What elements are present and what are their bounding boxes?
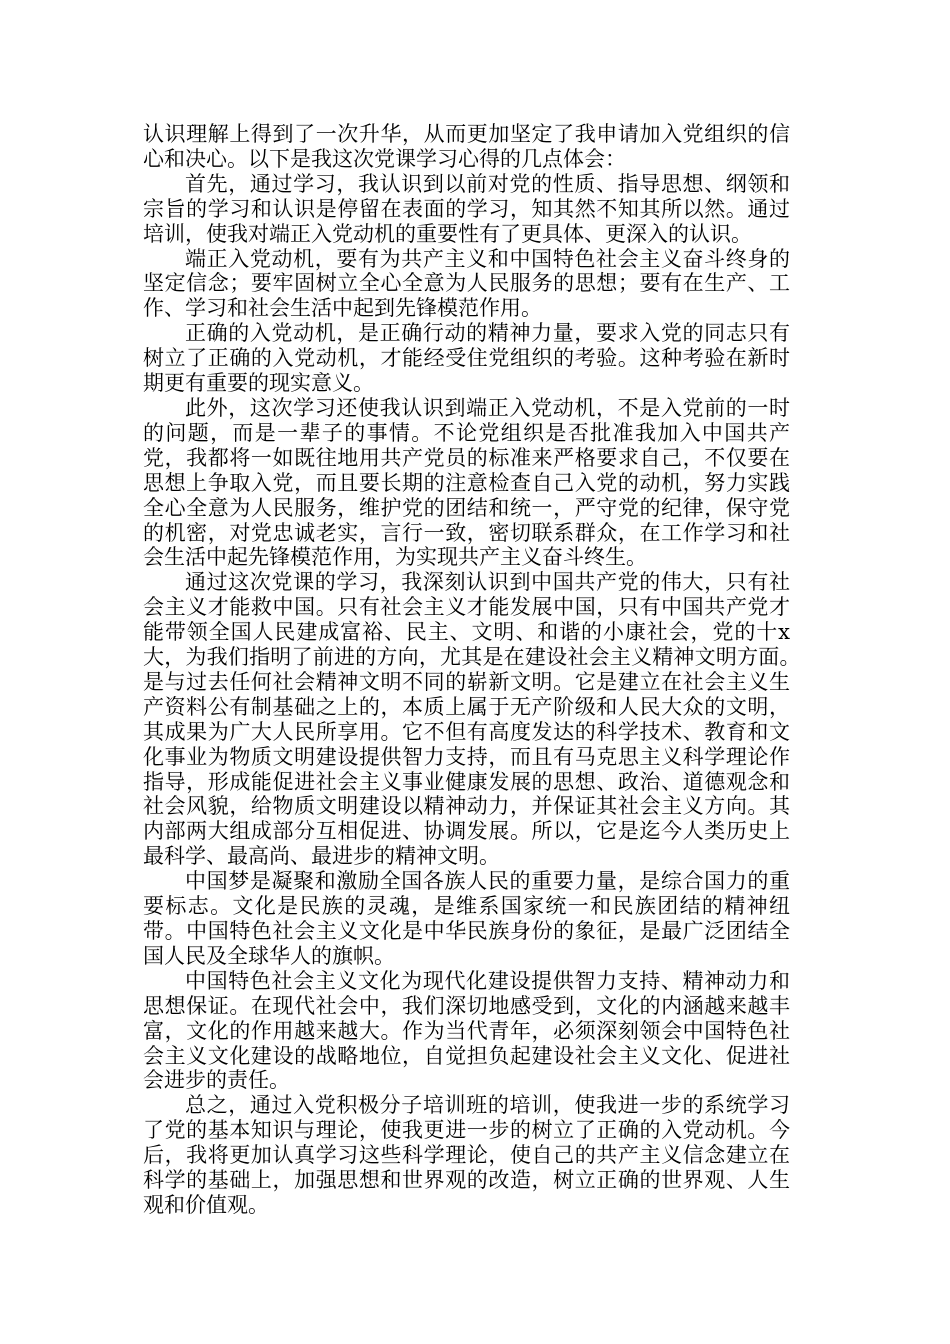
paragraph-chinese-dream: 中国梦是凝聚和激励全国各族人民的重要力量，是综合国力的重要标志。文化是民族的灵魂，是维系国家统一和民族团结的精神纽带。中国特色社会主义文化是中华民族身份的象征，是最广泛团结全国人民及全球华人的旗帜。 [143, 869, 790, 968]
paragraph-conclusion: 总之，通过入党积极分子培训班的培训，使我进一步的系统学习了党的基本知识与理论，使我更进一步的树立了正确的入党动机。今后，我将更加认真学习这些科学理论，使自己的共产主义信念建立在科学的基础上，加强思想和世界观的改造，树立正确的世界观、人生观和价值观。 [143, 1093, 790, 1217]
paragraph-culture: 中国特色社会主义文化为现代化建设提供智力支持、精神动力和思想保证。在现代社会中，我们深切地感受到，文化的内涵越来越丰富，文化的作用越来越大。作为当代青年，必须深刻领会中国特色社会主义文化建设的战略地位，自觉担负起建设社会主义文化、促进社会进步的责任。 [143, 968, 790, 1093]
paragraph-correct-motivation: 正确的入党动机，是正确行动的精神力量，要求入党的同志只有树立了正确的入党动机，才能经受住党组织的考验。这种考验在新时期更有重要的现实意义。 [143, 321, 790, 396]
paragraph-continuation: 认识理解上得到了一次升华，从而更加坚定了我申请加入党组织的信心和决心。以下是我这次党课学习心得的几点体会： [143, 122, 790, 171]
paragraph-lifelong: 此外，这次学习还使我认识到端正入党动机，不是入党前的一时的问题，而是一辈子的事情。不论党组织是否批准我加入中国共产党，我都将一如既往地用共产党员的标准来严格要求自己，不仅要在思想上争取入党，而且要长期的注意检查自己入党的动机，努力实践全心全意为人民服务，维护党的团结和统一，严守党的纪律，保守党的机密，对党忠诚老实，言行一致，密切联系群众，在工作学习和社会生活中起先锋模范作用，为实现共产主义奋斗终生。 [143, 395, 790, 570]
paragraph-first-point: 首先，通过学习，我认识到以前对党的性质、指导思想、纲领和宗旨的学习和认识是停留在表面的学习，知其然不知其所以然。通过培训，使我对端正入党动机的重要性有了更具体、更深入的认识。 [143, 171, 790, 246]
paragraph-motivation: 端正入党动机，要有为共产主义和中国特色社会主义奋斗终身的坚定信念；要牢固树立全心全意为人民服务的思想；要有在生产、工作、学习和社会生活中起到先锋模范作用。 [143, 246, 790, 321]
paragraph-socialism: 通过这次党课的学习，我深刻认识到中国共产党的伟大，只有社会主义才能救中国。只有社会主义才能发展中国，只有中国共产党才能带领全国人民建成富裕、民主、文明、和谐的小康社会，党的十x大，为我们指明了前进的方向，尤其是在建设社会主义精神文明方面。 是与过去任何社会精神文明不同的崭新文明。它是建立在社会主义生产资料公有制基础之上的，本质上属于无产阶级和人民大众的文明，其成果为广大人民所享用。它不但有高度发达的科学技术、教育和文化事业为物质文明建设提供智力支持，而且有马克思主义科学理论作指导，形成能促进社会主义事业健康发展的思想、政治、道德观念和社会风貌，给物质文明建设以精神动力，并保证其社会主义方向。其内部两大组成部分互相促进、协调发展。所以，它是迄今人类历史上最科学、最高尚、最进步的精神文明。 [143, 570, 853, 869]
